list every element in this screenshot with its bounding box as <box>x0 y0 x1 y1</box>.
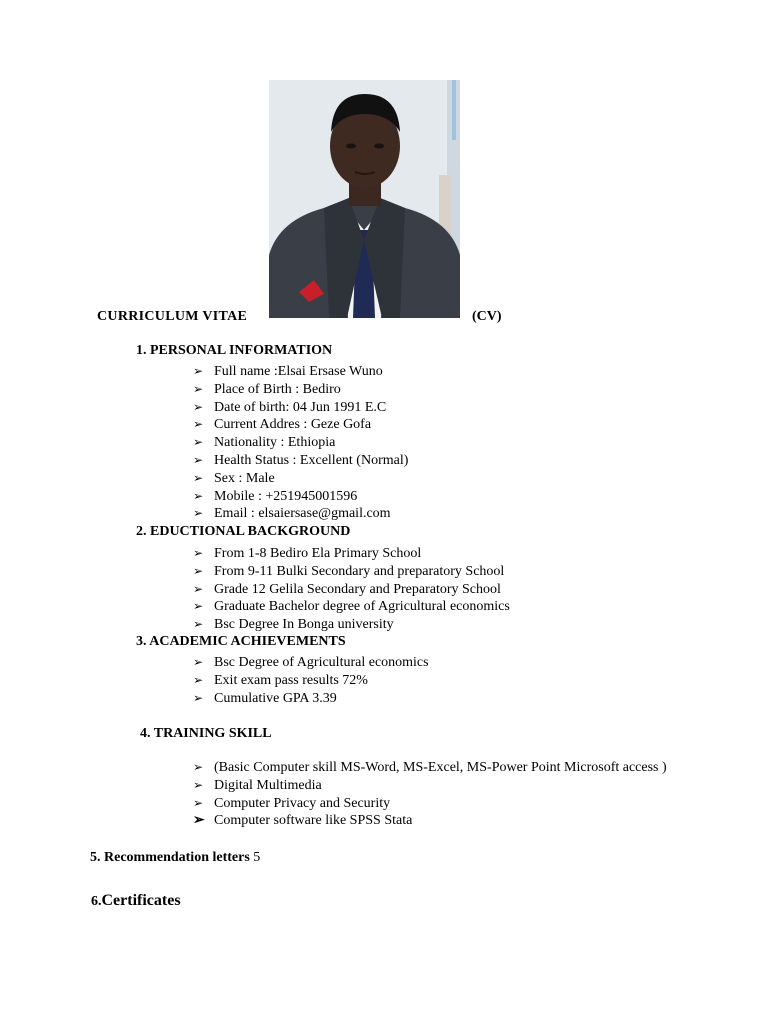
arrow-bullet-icon: ➢ <box>193 364 204 378</box>
arrow-bullet-icon: ➢ <box>193 488 204 503</box>
recommendation-label: 5. Recommendation letters <box>90 850 250 865</box>
cv-title: CURRICULUM VITAE <box>97 309 248 324</box>
list-item: ➢ Mobile : +251945001596 <box>193 488 358 504</box>
email-link[interactable]: Email : elsaiersase@gmail.com <box>214 506 391 522</box>
list-item: ➢ Current Addres : Geze Gofa <box>193 417 372 433</box>
arrow-bullet-icon: ➢ <box>193 690 204 705</box>
recommendation-letters <box>90 850 260 866</box>
education-list <box>193 545 678 634</box>
personal-info-list <box>193 363 678 523</box>
list-item: ➢ Graduate Bachelor degree of Agricultural economics <box>193 599 510 615</box>
section-heading-education: 2. EDUCTIONAL BACKGROUND <box>136 524 351 539</box>
arrow-bullet-icon: ➢ <box>193 672 204 687</box>
list-item: ➢ (Basic Computer skill MS-Word, MS-Excel, MS-Power Point Microsoft access ) <box>193 760 667 775</box>
list-item: ➢ Digital Multimedia <box>193 777 322 793</box>
list-item: ➢ Place of Birth : Bediro <box>193 381 341 397</box>
arrow-bullet-icon: ➢ <box>193 435 204 450</box>
list-item: ➢ Computer Privacy and Security <box>193 795 391 811</box>
cv-title-abbrev: (CV) <box>472 309 502 324</box>
arrow-bullet-icon: ➢ <box>193 506 204 521</box>
section-heading-achievements: 3. ACADEMIC ACHIEVEMENTS <box>136 634 346 649</box>
training-list <box>193 759 678 830</box>
list-item <box>193 505 678 523</box>
arrow-bullet-icon: ➢ <box>193 777 204 792</box>
list-item: ➢ Nationality : Ethiopia <box>193 435 336 451</box>
section-heading-personal: 1. PERSONAL INFORMATION <box>136 343 333 358</box>
arrow-bullet-icon: ➢ <box>193 760 204 774</box>
recommendation-count: 5 <box>253 850 261 865</box>
arrow-bullet-icon: ➢ <box>193 617 204 632</box>
achievements-list <box>193 654 678 707</box>
arrow-bullet-icon: ➢ <box>193 813 205 829</box>
section-heading-training: 4. TRAINING SKILL <box>140 726 272 741</box>
list-item: ➢ Health Status : Excellent (Normal) <box>193 452 409 468</box>
list-item: ➢ Exit exam pass results 72% <box>193 672 368 688</box>
arrow-bullet-icon: ➢ <box>193 655 204 669</box>
arrow-bullet-icon: ➢ <box>193 470 204 485</box>
list-item: ➢ Grade 12 Gelila Secondary and Preparatory School <box>193 581 501 597</box>
arrow-bullet-icon: ➢ <box>193 581 204 596</box>
list-item: ➢ Bsc Degree In Bonga university <box>193 617 394 633</box>
list-item: ➢ Date of birth: 04 Jun 1991 E.C <box>193 399 387 415</box>
list-item: ➢ Computer software like SPSS Stata <box>193 813 413 829</box>
list-item: ➢ Cumulative GPA 3.39 <box>193 690 337 706</box>
list-item: ➢ Sex : Male <box>193 470 275 486</box>
arrow-bullet-icon: ➢ <box>193 452 204 467</box>
certificates-heading: 6.Certificates <box>91 892 181 909</box>
arrow-bullet-icon: ➢ <box>193 381 204 396</box>
profile-photo <box>269 80 460 318</box>
arrow-bullet-icon: ➢ <box>193 399 204 414</box>
portrait-illustration <box>269 80 460 318</box>
list-item: ➢ Bsc Degree of Agricultural economics <box>193 655 429 670</box>
arrow-bullet-icon: ➢ <box>193 795 204 810</box>
list-item: ➢ Full name :Elsai Ersase Wuno <box>193 364 383 379</box>
list-item: ➢ From 9-11 Bulki Secondary and preparatory School <box>193 563 505 579</box>
arrow-bullet-icon: ➢ <box>193 599 204 614</box>
list-item: ➢ From 1-8 Bediro Ela Primary School <box>193 546 422 561</box>
arrow-bullet-icon: ➢ <box>193 417 204 432</box>
arrow-bullet-icon: ➢ <box>193 563 204 578</box>
arrow-bullet-icon: ➢ <box>193 546 204 560</box>
